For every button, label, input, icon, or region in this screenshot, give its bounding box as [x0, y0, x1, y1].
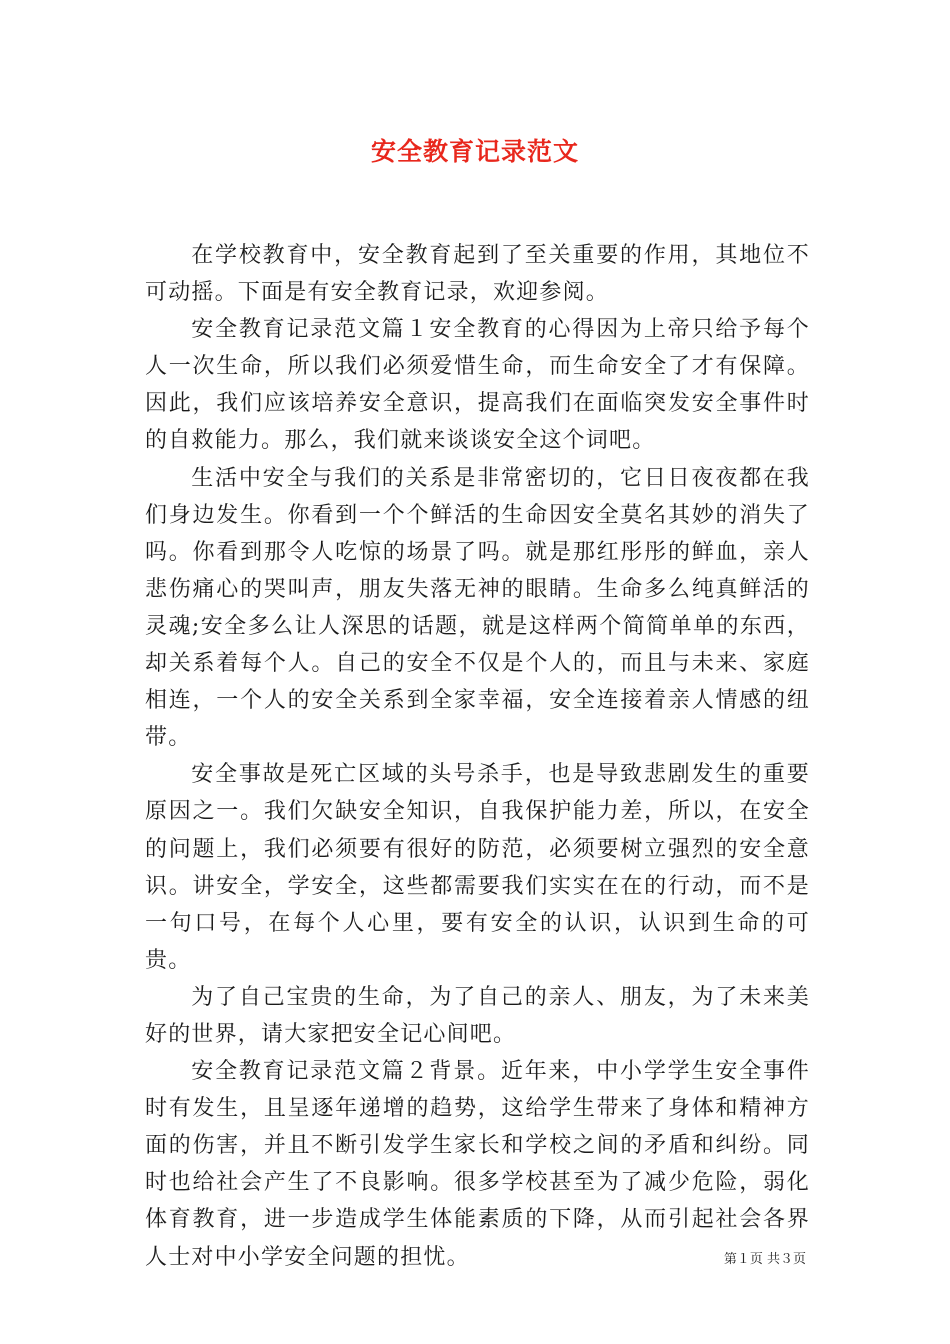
page-number: 第１页 共３页 [723, 1252, 806, 1267]
document-title: 安全教育记录范文 [370, 137, 579, 166]
paragraph-life-and-safety: 生活中安全与我们的关系是非常密切的，它日日夜夜都在我们身边发生。你看到一个个鲜活的生命因安全莫名其妙的消失了吗。你看到那令人吃惊的场景了吗。就是那红彤彤的鲜血，亲人悲伤痛心的哭叫声，朋友失落无神的眼睛。生命多么纯真鲜活的灵魂;安全多么让人深思的话题，就是这样两个简简单单的东西，却关系着每个人。自己的安全不仅是个人的，而且与未来、家庭相连，一个人的安全关系到全家幸福，安全连接着亲人情感的纽带。 [145, 465, 810, 751]
document-body [145, 237, 810, 1276]
paragraph-closing-call: 为了自己宝贵的生命，为了自己的亲人、朋友，为了未来美好的世界，请大家把安全记心间吧。 [145, 984, 810, 1047]
paragraph-intro: 在学校教育中，安全教育起到了至关重要的作用，其地位不可动摇。下面是有安全教育记录，欢迎参阅。 [145, 243, 810, 306]
paragraph-article-2-background: 安全教育记录范文篇２背景。近年来，中小学学生安全事件时有发生，且呈逐年递增的趋势，这给学生带来了身体和精神方面的伤害，并且不断引发学生家长和学校之间的矛盾和纠纷。同时也给社会产生了不良影响。很多学校甚至为了减少危险，弱化体育教育，进一步造成学生体能素质的下降，从而引起社会各界人士对中小学安全问题的担忧。 [145, 1059, 810, 1270]
paragraph-accidents: 安全事故是死亡区域的头号杀手，也是导致悲剧发生的重要原因之一。我们欠缺安全知识，自我保护能力差，所以，在安全的问题上，我们必须要有很好的防范，必须要树立强烈的安全意识。讲安全，学安全，这些都需要我们实实在在的行动，而不是一句口号，在每个人心里，要有安全的认识，认识到生命的可贵。 [145, 762, 810, 973]
paragraph-article-1-opening: 安全教育记录范文篇１安全教育的心得因为上帝只给予每个人一次生命，所以我们必须爱惜生命，而生命安全了才有保障。因此，我们应该培养安全意识，提高我们在面临突发安全事件时的自救能力。那么，我们就来谈谈安全这个词吧。 [145, 317, 810, 454]
